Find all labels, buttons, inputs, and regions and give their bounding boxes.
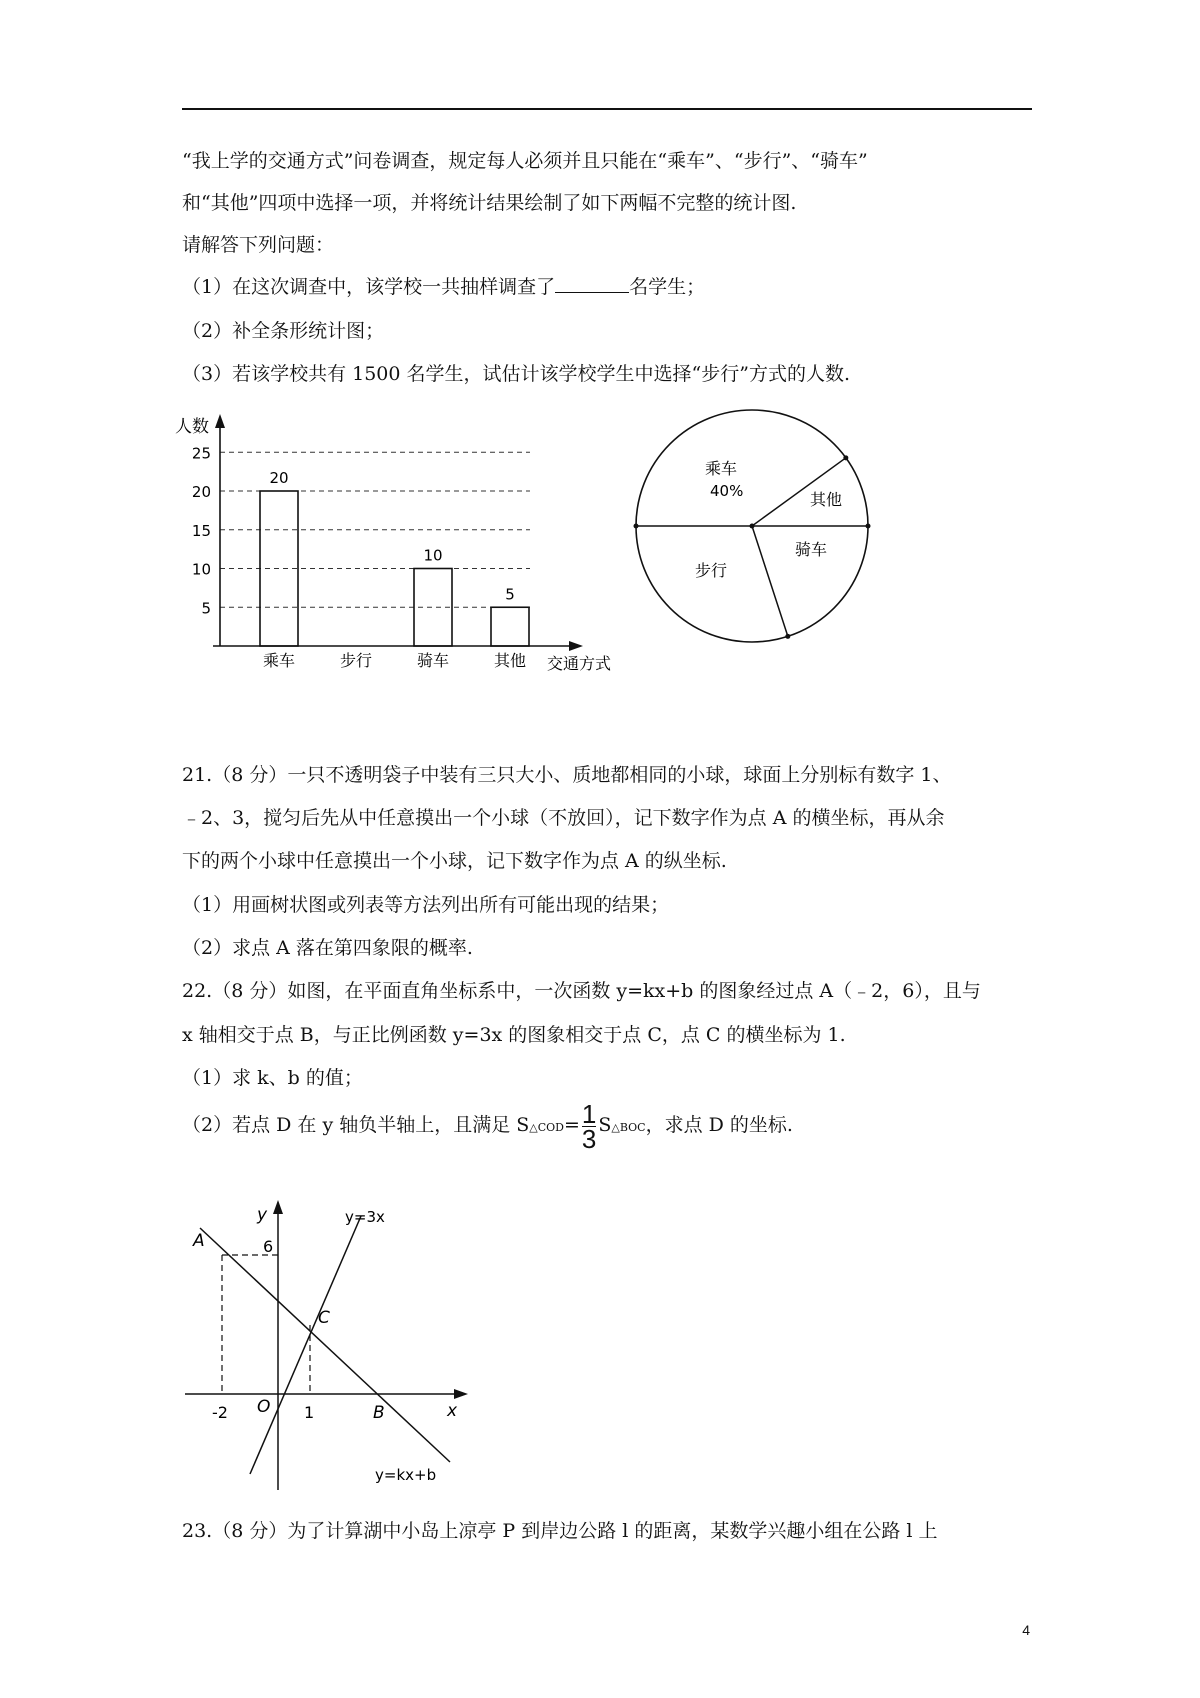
pie-chart	[622, 408, 892, 673]
x-tick-label: 步行	[339, 651, 373, 670]
question-3: （3）若该学校共有 1500 名学生，试估计该学校学生中选择“步行”方式的人数.	[182, 363, 850, 385]
pie-divider	[752, 526, 788, 636]
y-tick-labels	[192, 444, 211, 617]
tick-label-1: 1	[304, 1403, 315, 1422]
line-3x-label: y=3x	[345, 1208, 385, 1226]
q21-line-1: 21.（8 分）一只不透明袋子中装有三只大小、质地都相同的小球，球面上分别标有数字 1、	[182, 764, 952, 786]
line-kx-b-label: y=kx+b	[375, 1466, 437, 1484]
line-y-kx-b	[200, 1228, 450, 1462]
pie-point	[866, 524, 871, 529]
q22-part-1: （1）求 k、b 的值；	[182, 1067, 363, 1089]
y-axis-label: y	[257, 1205, 268, 1225]
pie-point	[634, 524, 639, 529]
intro-line-2: 和“其他”四项中选择一项，并将统计结果绘制了如下两幅不完整的统计图.	[182, 192, 797, 214]
pie-label-other: 其他	[810, 490, 843, 509]
tick-label-6: 6	[263, 1237, 274, 1256]
page-number: 4	[1022, 1622, 1030, 1638]
y-tick-label: 5	[201, 599, 211, 618]
pie-slices	[634, 410, 871, 642]
q22-part-2: （2）若点 D 在 y 轴负半轴上，且满足 S△COD= $\frac{1}{3}$ S△BOC，求点 D 的坐标.	[182, 1098, 793, 1154]
area-cod-subscript: △COD	[529, 1121, 564, 1134]
q22-part-2-suffix: ，求点 D 的坐标.	[645, 1114, 793, 1136]
pie-center	[750, 524, 755, 529]
bar-marks	[260, 469, 529, 670]
y-tick-label: 10	[191, 560, 211, 579]
question-1-text: （1）在这次调查中，该学校一共抽样调查了	[182, 276, 556, 298]
fraction-numerator: 1	[581, 1098, 597, 1129]
pie-label-walk: 步行	[695, 561, 728, 580]
bar-grid	[220, 452, 530, 607]
q21-part-2: （2）求点 A 落在第四象限的概率.	[182, 937, 473, 959]
pie-value-ride: 40%	[710, 482, 744, 500]
x-axis-label: x	[447, 1401, 458, 1421]
coordinate-graph	[175, 1190, 485, 1490]
q22-line-1: 22.（8 分）如图，在平面直角坐标系中，一次函数 y=kx+b 的图象经过点 A（﹣2，6），且与	[182, 980, 981, 1002]
point-a-label: A	[193, 1231, 205, 1251]
y-tick-label: 25	[191, 444, 211, 463]
bar-data-label: 10	[423, 546, 443, 565]
x-tick-label: 骑车	[416, 651, 450, 670]
tick-label-neg2: -2	[212, 1403, 228, 1422]
x-axis-arrow	[569, 641, 583, 651]
area-boc-subscript: △BOC	[611, 1121, 646, 1134]
fraction-denominator: 3	[581, 1123, 597, 1154]
question-2: （2）补全条形统计图；	[182, 320, 385, 342]
q21-line-3: 下的两个小球中任意摸出一个小球，记下数字作为点 A 的纵坐标.	[182, 850, 727, 872]
question-1	[182, 274, 705, 300]
one-third-fraction	[581, 1098, 597, 1154]
q21-line-2: ﹣2、3，搅匀后先从中任意摸出一个小球（不放回），记下数字作为点 A 的横坐标，再从余	[182, 807, 945, 829]
y-tick-label: 20	[191, 483, 211, 501]
y-tick-label: 15	[191, 521, 211, 540]
bar-data-label: 20	[269, 469, 289, 487]
x-tick-label: 其他	[493, 651, 527, 670]
header-rule	[182, 108, 1032, 110]
bar-data-label: 5	[505, 585, 515, 604]
pie-point	[785, 634, 790, 639]
pie-label-ride: 乘车	[705, 459, 738, 478]
intro-line-1: “我上学的交通方式”问卷调查，规定每人必须并且只能在“乘车”、“步行”、“骑车”	[182, 150, 868, 172]
y-axis-arrow	[215, 414, 225, 428]
answer-blank	[555, 274, 629, 293]
q22-part-2-text: （2）若点 D 在 y 轴负半轴上，且满足 S	[182, 1114, 530, 1136]
y-axis-label: 人数	[175, 417, 209, 437]
area-boc-s: S	[598, 1114, 612, 1136]
x-tick-label: 乘车	[262, 651, 296, 670]
origin-label: O	[257, 1397, 271, 1417]
x-axis-arrow	[454, 1389, 468, 1399]
pie-label-bike: 骑车	[795, 540, 828, 559]
instruction: 请解答下列问题：	[182, 234, 335, 256]
bar-chart	[175, 408, 635, 673]
pie-point	[843, 455, 848, 460]
question-1-suffix: 名学生；	[629, 276, 706, 298]
q22-line-2: x 轴相交于点 B，与正比例函数 y=3x 的图象相交于点 C，点 C 的横坐标为 1.	[182, 1024, 846, 1046]
q23-line-1: 23.（8 分）为了计算湖中小岛上凉亭 P 到岸边公路 l 的距离，某数学兴趣小组在公路 l 上	[182, 1520, 938, 1542]
bar	[491, 607, 529, 646]
point-c-label: C	[318, 1308, 330, 1328]
y-axis-arrow	[273, 1200, 283, 1214]
q21-part-1: （1）用画树状图或列表等方法列出所有可能出现的结果；	[182, 894, 670, 916]
point-b-label: B	[373, 1403, 385, 1423]
x-axis-label: 交通方式	[547, 654, 612, 673]
